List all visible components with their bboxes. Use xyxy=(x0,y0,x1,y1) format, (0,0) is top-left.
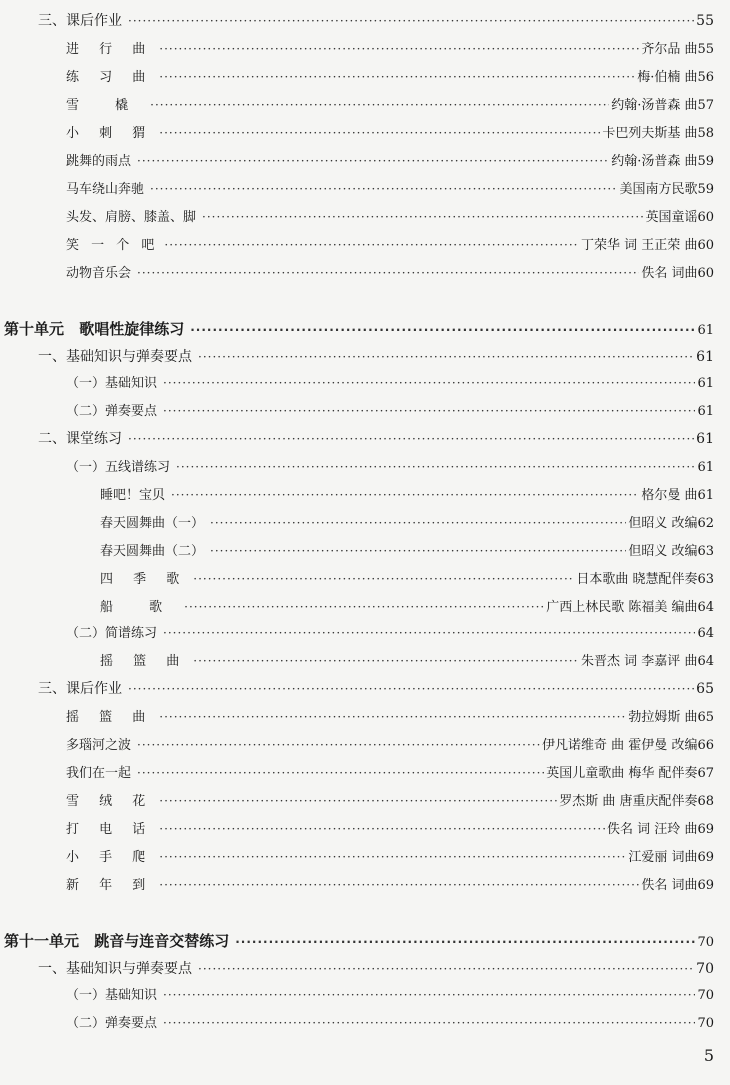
dot-leader xyxy=(163,372,695,394)
toc-entry-title: 四 季 歌 xyxy=(100,572,188,587)
toc-entry-title: 小 刺 猬 xyxy=(66,126,154,141)
toc-piece-entry[interactable] xyxy=(66,234,714,256)
toc-entry-title: （二）简谱练习 xyxy=(66,626,158,641)
dot-leader xyxy=(159,846,626,868)
toc-entry-credit: 罗杰斯 曲 唐重庆配伴奏 xyxy=(559,794,698,809)
toc-entry-title: 雪 橇 xyxy=(66,98,145,113)
toc-subsection-entry[interactable] xyxy=(66,622,714,644)
toc-entry-credit: 约翰·汤普森 曲 xyxy=(611,98,698,113)
toc-entry-credit: 英国童谣 xyxy=(645,210,698,225)
dot-leader xyxy=(171,484,639,506)
dot-leader xyxy=(202,206,643,228)
toc-piece-entry[interactable] xyxy=(66,66,714,88)
dot-leader xyxy=(193,650,579,672)
toc-entry-page: 68 xyxy=(697,794,714,809)
toc-entry-page: 67 xyxy=(697,766,714,781)
dot-leader xyxy=(137,762,544,784)
dot-leader xyxy=(184,596,544,618)
toc-entry-page: 63 xyxy=(697,544,714,559)
toc-entry-credit: 但昭义 改编 xyxy=(628,516,698,531)
dot-leader xyxy=(198,958,694,980)
toc-entry-title: 打 电 话 xyxy=(66,822,154,837)
toc-piece-entry[interactable] xyxy=(66,178,714,200)
toc-entry-page: 55 xyxy=(696,13,714,29)
toc-piece-entry[interactable] xyxy=(100,596,714,618)
toc-entry-credit: 佚名 词曲 xyxy=(641,266,698,281)
toc-entry-page: 56 xyxy=(697,70,714,85)
toc-entry-page: 59 xyxy=(697,154,714,169)
toc-piece-entry[interactable] xyxy=(66,874,714,896)
toc-entry-title: 第十单元 歌唱性旋律练习 xyxy=(4,320,185,338)
toc-entry-title: 摇 篮 曲 xyxy=(66,710,154,725)
toc-piece-entry[interactable] xyxy=(100,650,714,672)
dot-leader xyxy=(150,94,609,116)
toc-entry-title: 睡吧！宝贝 xyxy=(100,488,166,503)
dot-leader xyxy=(159,818,605,840)
dot-leader xyxy=(159,38,639,60)
toc-entry-page: 65 xyxy=(696,681,714,697)
toc-entry-credit: 英国儿童歌曲 梅华 配伴奏 xyxy=(546,766,698,781)
toc-piece-entry[interactable] xyxy=(66,262,714,284)
toc-entry-credit: 齐尔品 曲 xyxy=(641,42,698,57)
dot-leader xyxy=(210,540,626,562)
toc-piece-entry[interactable] xyxy=(66,150,714,172)
toc-piece-entry[interactable] xyxy=(100,512,714,534)
toc-entry-page: 62 xyxy=(697,516,714,531)
dot-leader xyxy=(128,428,694,450)
toc-piece-entry[interactable] xyxy=(66,734,714,756)
dot-leader xyxy=(159,706,626,728)
toc-entry-title: 二、课堂练习 xyxy=(38,431,122,447)
toc-entry-page: 61 xyxy=(696,349,714,365)
dot-leader xyxy=(128,10,694,32)
dot-leader xyxy=(164,234,579,256)
toc-entry-credit: 但昭义 改编 xyxy=(628,544,698,559)
toc-entry-page: 65 xyxy=(697,710,714,725)
toc-entry-title: 进 行 曲 xyxy=(66,42,154,57)
toc-entry-title: 新 年 到 xyxy=(66,878,154,893)
toc-entry-credit: 伊凡诺维奇 曲 霍伊曼 改编 xyxy=(542,738,698,753)
toc-entry-title: （一）基础知识 xyxy=(66,376,158,391)
toc-entry-page: 64 xyxy=(697,600,714,615)
toc-piece-entry[interactable] xyxy=(66,762,714,784)
toc-entry-title: 船 歌 xyxy=(100,600,179,615)
toc-entry-title: 小 手 爬 xyxy=(66,850,154,865)
toc-entry-credit: 佚名 词 汪玲 曲 xyxy=(607,822,698,837)
toc-entry-page: 70 xyxy=(697,1016,714,1031)
toc-entry-credit: 梅·伯楠 曲 xyxy=(637,70,698,85)
dot-leader xyxy=(159,66,635,88)
toc-piece-entry[interactable] xyxy=(66,206,714,228)
toc-entry-page: 69 xyxy=(697,878,714,893)
dot-leader xyxy=(193,568,574,590)
toc-entry-title: 三、课后作业 xyxy=(38,13,122,29)
toc-entry-page: 61 xyxy=(697,376,714,391)
toc-entry-page: 64 xyxy=(697,626,714,641)
dot-leader xyxy=(235,931,695,953)
toc-piece-entry[interactable] xyxy=(66,38,714,60)
toc-entry-credit: 丁荣华 词 王正荣 曲 xyxy=(581,238,698,253)
dot-leader xyxy=(137,734,540,756)
toc-entry-page: 61 xyxy=(697,460,714,475)
toc-entry-credit: 卡巴列夫斯基 曲 xyxy=(602,126,698,141)
toc-unit-heading[interactable] xyxy=(4,930,714,952)
toc-section-heading[interactable] xyxy=(38,678,714,700)
dot-leader xyxy=(150,178,617,200)
toc-entry-credit: 美国南方民歌 xyxy=(619,182,698,197)
toc-entry-page: 59 xyxy=(697,182,714,197)
toc-piece-entry[interactable] xyxy=(66,818,714,840)
toc-entry-title: 马车绕山奔驰 xyxy=(66,182,145,197)
toc-entry-title: 春天圆舞曲（二） xyxy=(100,544,205,559)
toc-entry-page: 66 xyxy=(697,738,714,753)
toc-section-heading[interactable] xyxy=(38,428,714,450)
toc-entry-title: 头发、肩膀、膝盖、脚 xyxy=(66,210,197,225)
toc-entry-page: 61 xyxy=(697,323,714,338)
dot-leader xyxy=(163,1012,695,1034)
toc-entry-title: 笑 一 个 吧 xyxy=(66,238,159,253)
toc-entry-credit: 广西上林民歌 陈福美 编曲 xyxy=(546,600,698,615)
toc-section-heading[interactable] xyxy=(38,346,714,368)
toc-unit-heading[interactable] xyxy=(4,318,714,340)
toc-entry-title: （一）基础知识 xyxy=(66,988,158,1003)
dot-leader xyxy=(128,678,694,700)
toc-entry-page: 61 xyxy=(697,404,714,419)
toc-entry-title: 我们在一起 xyxy=(66,766,132,781)
toc-entry-page: 69 xyxy=(697,822,714,837)
toc-piece-entry[interactable] xyxy=(100,484,714,506)
toc-subsection-entry[interactable] xyxy=(66,1012,714,1034)
dot-leader xyxy=(163,622,695,644)
toc-subsection-entry[interactable] xyxy=(66,400,714,422)
toc-entry-title: 三、课后作业 xyxy=(38,681,122,697)
toc-entry-page: 70 xyxy=(697,935,714,950)
toc-entry-page: 60 xyxy=(697,238,714,253)
toc-piece-entry[interactable] xyxy=(66,706,714,728)
toc-piece-entry[interactable] xyxy=(66,122,714,144)
toc-piece-entry[interactable] xyxy=(100,540,714,562)
toc-entry-page: 55 xyxy=(697,42,714,57)
toc-entry-title: 摇 篮 曲 xyxy=(100,654,188,669)
dot-leader xyxy=(159,122,600,144)
dot-leader xyxy=(159,790,557,812)
toc-entry-credit: 约翰·汤普森 曲 xyxy=(611,154,698,169)
toc-entry-title: 跳舞的雨点 xyxy=(66,154,132,169)
dot-leader xyxy=(163,984,695,1006)
dot-leader xyxy=(176,456,695,478)
toc-piece-entry[interactable] xyxy=(66,94,714,116)
toc-piece-entry[interactable] xyxy=(100,568,714,590)
dot-leader xyxy=(163,400,695,422)
toc-entry-credit: 日本歌曲 晓慧配伴奏 xyxy=(576,572,698,587)
toc-entry-title: 一、基础知识与弹奏要点 xyxy=(38,961,192,977)
toc-section-heading[interactable] xyxy=(38,958,714,980)
dot-leader xyxy=(190,319,695,341)
toc-piece-entry[interactable] xyxy=(66,846,714,868)
toc-entry-page: 57 xyxy=(697,98,714,113)
toc-subsection-entry[interactable] xyxy=(66,372,714,394)
dot-leader xyxy=(137,262,639,284)
toc-entry-title: 春天圆舞曲（一） xyxy=(100,516,205,531)
toc-entry-page: 63 xyxy=(697,572,714,587)
dot-leader xyxy=(210,512,626,534)
toc-entry-credit: 江爱丽 词曲 xyxy=(628,850,698,865)
toc-entry-credit: 佚名 词曲 xyxy=(641,878,698,893)
dot-leader xyxy=(198,346,694,368)
toc-entry-page: 61 xyxy=(697,488,714,503)
toc-entry-title: 动物音乐会 xyxy=(66,266,132,281)
toc-piece-entry[interactable] xyxy=(66,790,714,812)
toc-entry-title: 一、基础知识与弹奏要点 xyxy=(38,349,192,365)
toc-subsection-entry[interactable] xyxy=(66,456,714,478)
toc-entry-title: （一）五线谱练习 xyxy=(66,460,171,475)
dot-leader xyxy=(159,874,639,896)
toc-entry-title: （二）弹奏要点 xyxy=(66,1016,158,1031)
toc-entry-title: （二）弹奏要点 xyxy=(66,404,158,419)
toc-entry-credit: 格尔曼 曲 xyxy=(641,488,698,503)
toc-entry-page: 70 xyxy=(697,988,714,1003)
toc-entry-title: 练 习 曲 xyxy=(66,70,154,85)
toc-section-heading[interactable] xyxy=(38,10,714,32)
toc-entry-page: 60 xyxy=(697,266,714,281)
toc-entry-page: 60 xyxy=(697,210,714,225)
toc-entry-title: 雪 绒 花 xyxy=(66,794,154,809)
toc-entry-page: 69 xyxy=(697,850,714,865)
toc-entry-credit: 勃拉姆斯 曲 xyxy=(628,710,698,725)
toc-entry-credit: 朱晋杰 词 李嘉评 曲 xyxy=(581,654,698,669)
toc-entry-title: 多瑙河之波 xyxy=(66,738,132,753)
page-number: 5 xyxy=(703,1046,714,1065)
dot-leader xyxy=(137,150,609,172)
toc-entry-page: 58 xyxy=(697,126,714,141)
toc-subsection-entry[interactable] xyxy=(66,984,714,1006)
toc-entry-page: 64 xyxy=(697,654,714,669)
toc-entry-page: 70 xyxy=(696,961,714,977)
toc-entry-page: 61 xyxy=(696,431,714,447)
toc-entry-title: 第十一单元 跳音与连音交替练习 xyxy=(4,932,230,950)
